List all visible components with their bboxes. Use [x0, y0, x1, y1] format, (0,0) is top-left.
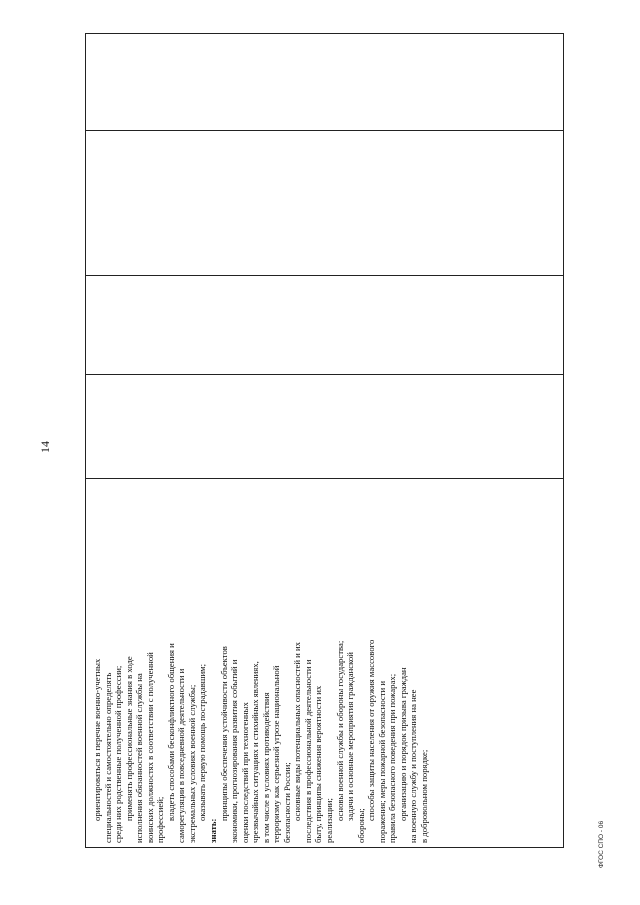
text-line: быту, принципы снижения вероятности их — [313, 685, 324, 843]
text-line: в добровольном порядке; — [418, 749, 429, 843]
text-line: воинских должностях в соответствии с полученной — [144, 652, 155, 843]
text-line: последствия в профессиональной деятельности и — [302, 659, 313, 843]
text-line: терроризму как серьезной угрозе национальной — [271, 665, 282, 843]
column-divider-4 — [86, 130, 563, 131]
text-line: организацию и порядок призыва граждан — [397, 667, 408, 821]
text-line: экономики, прогнозирования развития событий и — [229, 659, 240, 843]
section-heading: знать: — [208, 818, 219, 843]
text-line: применять профессиональные знания в ходе — [123, 656, 134, 821]
competency-text-cell — [86, 479, 564, 849]
text-line: профессией; — [155, 796, 166, 843]
text-line: основные виды потенциальных опасностей и их — [292, 642, 303, 821]
text-line: обороны; — [355, 808, 366, 843]
column-divider-2 — [86, 374, 563, 375]
text-line: исполнения обязанностей военной службы на — [134, 673, 145, 843]
text-line: чрезвычайных ситуациях и стихийных явлениях, — [250, 661, 261, 843]
text-line: задачи и основные мероприятия гражданской — [345, 652, 356, 821]
text-line: экстремальных условиях военной службы; — [186, 684, 197, 843]
text-line: ориентироваться в перечне военно-учетных — [92, 658, 102, 821]
curriculum-table — [85, 33, 564, 848]
text-line: на военную службу и поступления на нее — [408, 689, 419, 843]
text-line: специальностей и самостоятельно определять — [102, 672, 113, 843]
text-line: владеть способами бесконфликтного общения и — [165, 643, 176, 821]
page-number: 14 — [38, 441, 52, 453]
footer-code: ФГОС СПО - 06 — [598, 820, 605, 868]
text-line: в том числе в условиях противодействия — [260, 692, 271, 843]
text-line: поражения; меры пожарной безопасности и — [376, 681, 387, 843]
text-line: саморегуляции в повседневной деятельности и — [176, 668, 187, 843]
text-line: основы военной службы и обороны государства; — [334, 640, 345, 821]
text-line: среди них родственные полученной профессии; — [113, 665, 124, 843]
text-line: правила безопасного поведения при пожарах; — [387, 673, 398, 843]
text-line: оказывать первую помощь пострадавшим; — [197, 663, 208, 821]
column-divider-3 — [86, 275, 563, 276]
text-line: реализации; — [324, 798, 335, 843]
text-line: безопасности России; — [281, 762, 292, 843]
text-line: способы защиты населения от оружия массового — [366, 639, 377, 821]
text-line: принципы обеспечения устойчивости объектов — [218, 646, 229, 821]
text-line: оценки последствий при техногенных — [239, 702, 250, 843]
